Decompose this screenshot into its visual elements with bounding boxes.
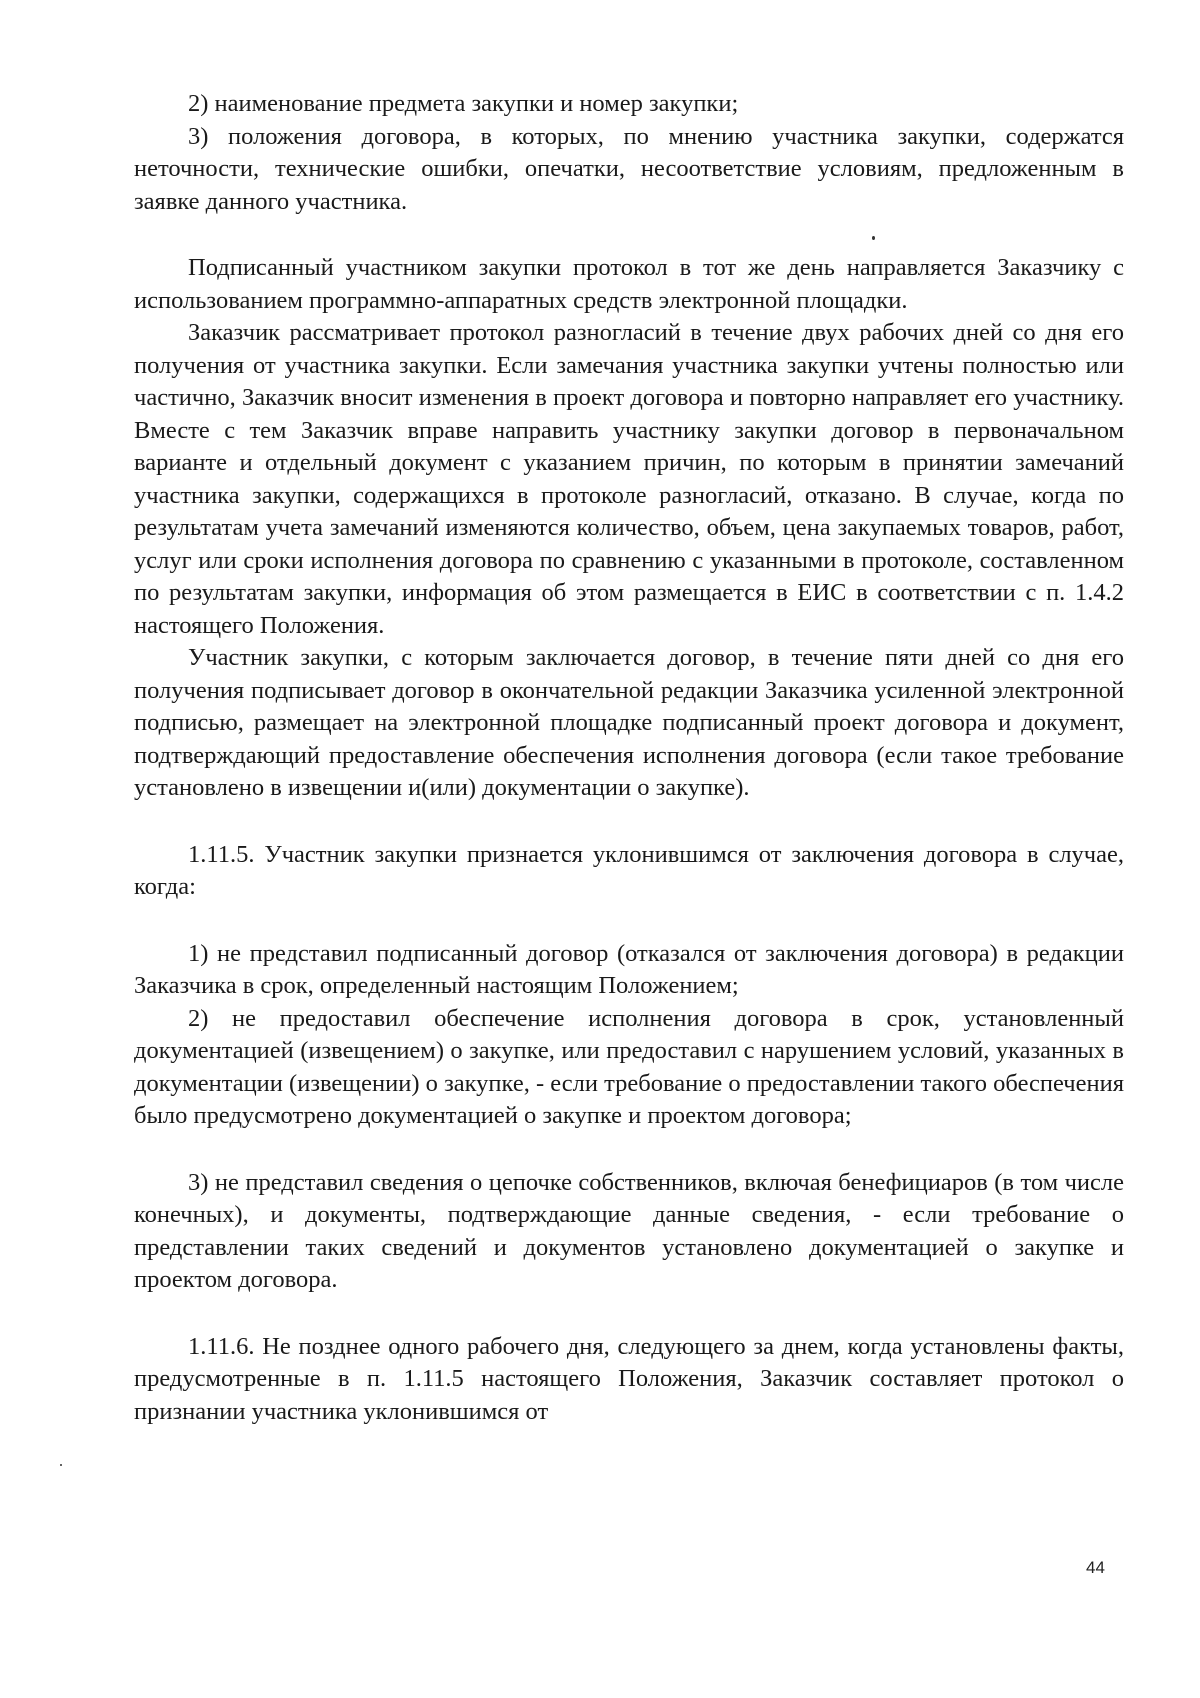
paragraph-signed-protocol: Подписанный участником закупки протокол в тот же день направляется Заказчику с использованием программно-аппаратных средств электронной площадки. xyxy=(134,254,1124,314)
section-1-11-6: 1.11.6. Не позднее одного рабочего дня, следующего за днем, когда установлены факты, предусмотренные в п. 1.11.5 настоящего Положения, Заказчик составляет протокол о признании участника уклонившимся от xyxy=(134,1332,1124,1425)
paragraph-item-2: 2) наименование предмета закупки и номер закупки; xyxy=(188,90,739,117)
paragraph-spacer xyxy=(134,1297,1124,1331)
scan-speck xyxy=(872,236,875,240)
evasion-item-3: 3) не представил сведения о цепочке собственников, включая бенефициаров (в том числе конечных), и документы, подтверждающие данные сведения, - если требование о представлении таких сведений и документов установлено документацией о закупке и проектом договора. xyxy=(134,1168,1124,1293)
section-1-11-5-heading: 1.11.5. Участник закупки признается уклонившимся от заключения договора в случае, когда: xyxy=(134,840,1124,900)
evasion-item-2: 2) не предоставил обеспечение исполнения договора в срок, установленный документацией (извещением) о закупке, или предоставил с нарушением условий, указанных в документации (извещении) о закупке, - если требование о предоставлении такого обеспечения было предусмотрено документацией о закупке и проектом договора; xyxy=(134,1004,1124,1129)
page-number: 44 xyxy=(1086,1558,1105,1577)
paragraph-spacer xyxy=(134,1133,1124,1167)
document-body xyxy=(134,88,1124,1428)
paragraph-spacer xyxy=(134,805,1124,839)
paragraph-customer-review: Заказчик рассматривает протокол разногласий в течение двух рабочих дней со дня его получения от участника закупки. Если замечания участника закупки учтены полностью или частично, Заказчик вносит изменения в проект договора и повторно направляет его участнику. Вместе с тем Заказчик вправе направить участнику закупки договор в первоначальном варианте и отдельный документ с указанием причин, по которым в принятии замечаний участника закупки, содержащихся в протоколе разногласий, отказано. В случае, когда по результатам учета замечаний изменяются количество, объем, цена закупаемых товаров, работ, услуг или сроки исполнения договора по сравнению с указанными в протоколе, составленном по результатам закупки, информация об этом размещается в ЕИС в соответствии с п. 1.4.2 настоящего Положения. xyxy=(134,319,1124,639)
scan-speck xyxy=(60,1464,62,1466)
paragraph-spacer xyxy=(134,218,1124,252)
paragraph-spacer xyxy=(134,904,1124,938)
paragraph-item-3: 3) положения договора, в которых, по мнению участника закупки, содержатся неточности, технические ошибки, опечатки, несоответствие условиям, предложенным в заявке данного участника. xyxy=(134,122,1124,215)
evasion-item-1: 1) не представил подписанный договор (отказался от заключения договора) в редакции Заказчика в срок, определенный настоящим Положением; xyxy=(134,939,1124,999)
paragraph-participant-signs: Участник закупки, с которым заключается договор, в течение пяти дней со дня его получения подписывает договор в окончательной редакции Заказчика усиленной электронной подписью, размещает на электронной площадке подписанный проект договора и документ, подтверждающий предоставление обеспечения исполнения договора (если такое требование установлено в извещении и(или) документации о закупке). xyxy=(134,644,1124,801)
